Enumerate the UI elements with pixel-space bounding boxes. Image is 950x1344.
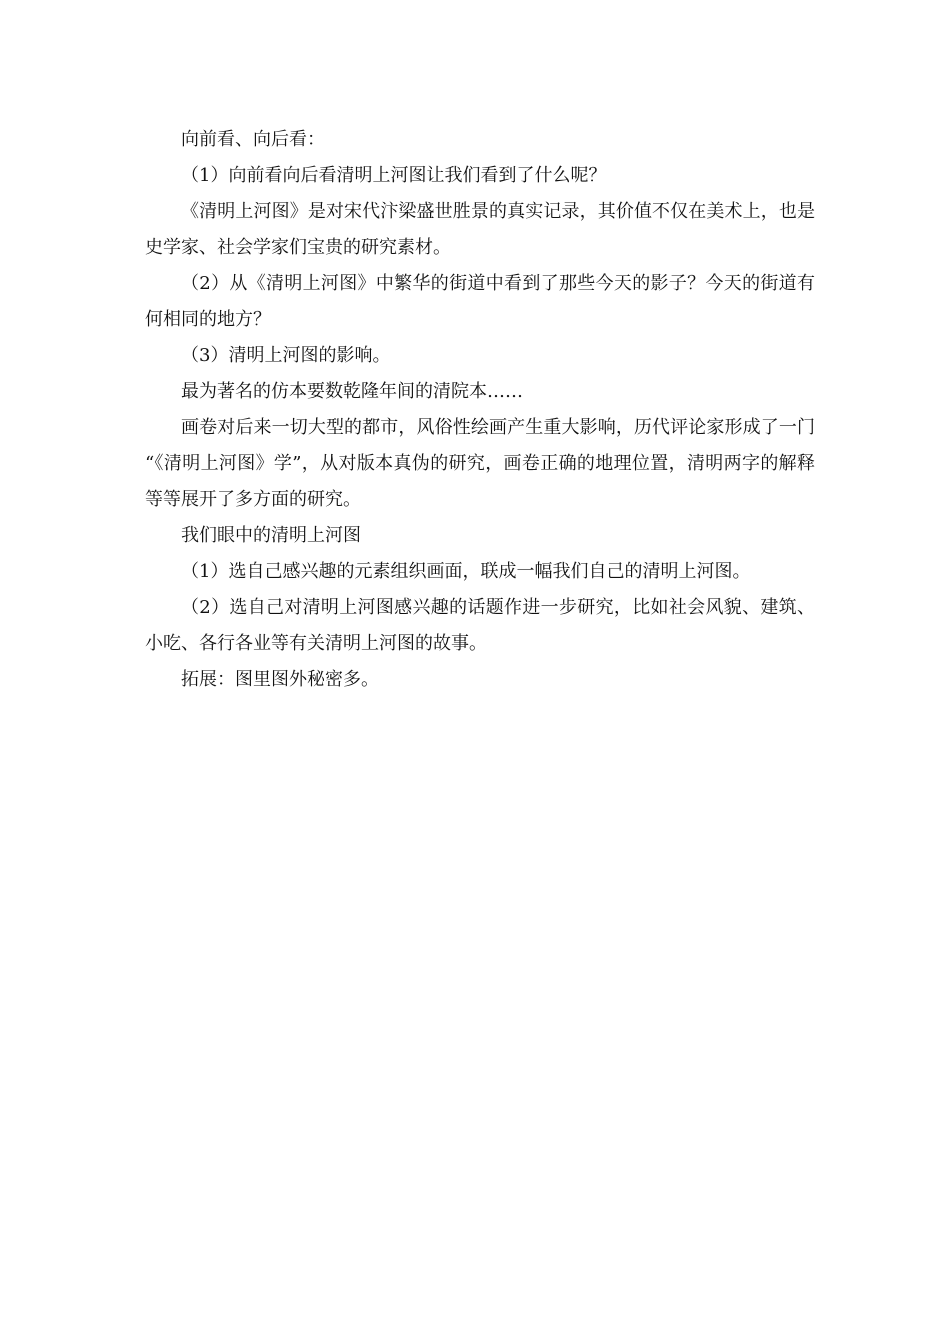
heading-our-view: 我们眼中的清明上河图 — [181, 525, 361, 546]
paragraph-influence: 画卷对后来一切大型的都市，风俗性绘画产生重大影响，历代评论家形成了一门“《清明上河图》学”，从对版本真伪的研究，画卷正确的地理位置，清明两字的解释等等展开了多方面的研究。 — [145, 417, 815, 510]
extension-note: 拓展：图里图外秘密多。 — [181, 669, 379, 690]
task-2: （2）选自己对清明上河图感兴趣的话题作进一步研究，比如社会风貌、建筑、小吃、各行各业等有关清明上河图的故事。 — [145, 597, 815, 654]
question-2: （2）从《清明上河图》中繁华的街道中看到了那些今天的影子？今天的街道有何相同的地方？ — [145, 273, 815, 330]
heading-look-forward-back: 向前看、向后看： — [181, 129, 325, 150]
task-1: （1）选自己感兴趣的元素组织画面，联成一幅我们自己的清明上河图。 — [181, 561, 751, 582]
paragraph-record-value: 《清明上河图》是对宋代汴梁盛世胜景的真实记录，其价值不仅在美术上，也是史学家、社会学家们宝贵的研究素材。 — [145, 201, 815, 258]
question-3: （3）清明上河图的影响。 — [181, 345, 391, 366]
question-1: （1）向前看向后看清明上河图让我们看到了什么呢？ — [181, 165, 607, 186]
document-body — [145, 122, 815, 698]
paragraph-famous-copy: 最为著名的仿本要数乾隆年间的清院本…… — [181, 381, 523, 402]
